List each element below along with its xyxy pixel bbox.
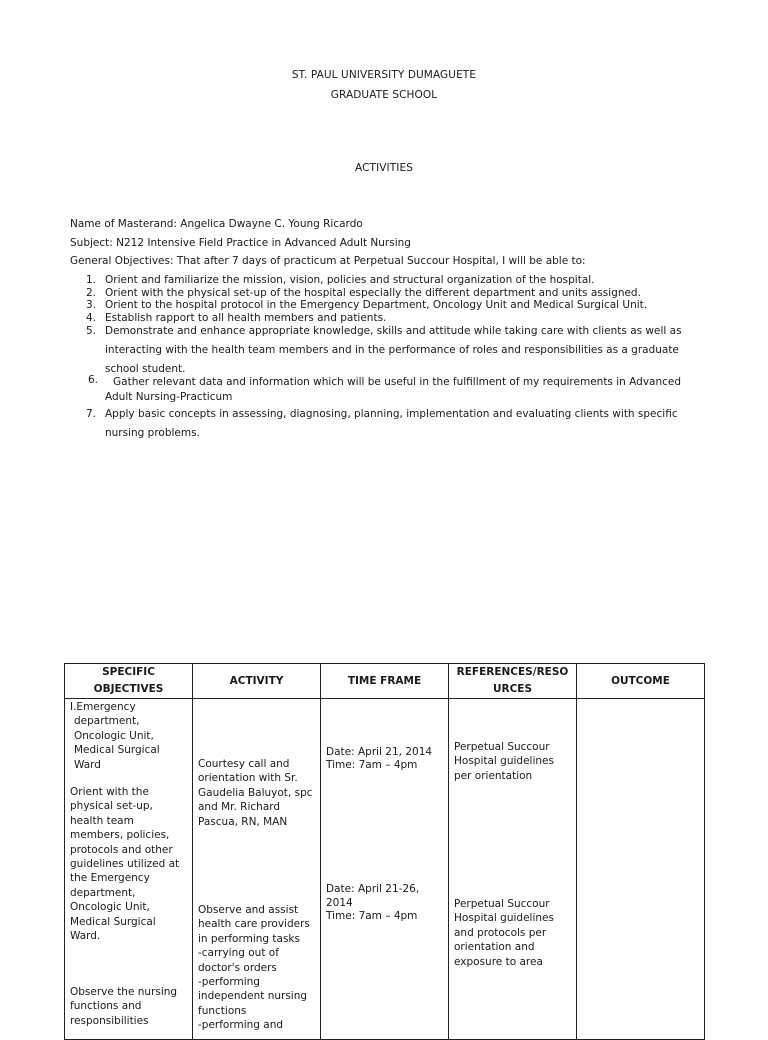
header-specific-objectives <box>65 664 193 699</box>
cell-line: Oncologic Unit, <box>74 729 154 742</box>
cell-line: Observe the nursing <box>70 986 178 998</box>
cell-line: Orient with the <box>70 786 149 798</box>
table-row <box>65 699 705 1040</box>
cell-line: Time: 7am – 4pm <box>326 910 418 922</box>
cell-line: Time: 7am – 4pm <box>326 759 418 771</box>
activity-block-observe <box>198 903 315 1033</box>
header-line: SPECIFIC <box>102 666 155 678</box>
cell-line: -carrying out of <box>198 947 279 960</box>
cell-line: responsibilities <box>70 1014 149 1027</box>
cell-line: in performing tasks <box>198 932 300 945</box>
cell-line: orientation and <box>454 941 535 954</box>
list-text: Orient and familiarize the mission, vision, policies and structural organization of the hospital. <box>105 274 595 286</box>
cell-line: the Emergency <box>70 872 150 885</box>
cell-line: per orientation <box>454 769 533 782</box>
cell-line: Hospital guidelines <box>454 912 554 925</box>
cell-line: functions <box>198 1004 247 1017</box>
list-text: Orient with the physical set-up of the hospital especially the different department and units assigned. <box>105 286 641 299</box>
cell-line: Hospital guidelines <box>454 755 554 768</box>
cell-line: health care providers <box>198 918 310 931</box>
cell-line: -performing and <box>198 1019 284 1032</box>
cell-references <box>449 699 577 1040</box>
list-item <box>70 374 700 404</box>
time-block-2 <box>326 883 443 924</box>
cell-line: Date: April 21, 2014 <box>326 746 433 758</box>
cell-line: Ward <box>74 758 101 771</box>
objectives-block-observe <box>70 985 187 1028</box>
list-text-line: Apply basic concepts in assessing, diagnosing, planning, implementation and evaluating clients with specific <box>105 408 678 421</box>
list-number: 4. <box>86 311 97 324</box>
cell-line: Oncologic Unit, <box>70 901 150 914</box>
objectives-block-orient <box>70 785 187 943</box>
header-line: OBJECTIVES <box>93 683 164 695</box>
list-number: 2. <box>86 286 97 299</box>
cell-line: and protocols per <box>454 926 547 939</box>
list-item <box>70 274 700 287</box>
cell-line: members, policies, <box>70 829 170 842</box>
header-line: URCES <box>492 683 533 695</box>
objectives-block-units <box>70 700 187 772</box>
subject-line: Subject: N212 Intensive Field Practice in Advanced Adult Nursing <box>70 237 411 249</box>
header-references <box>449 664 577 699</box>
header-outcome: OUTCOME <box>577 664 705 699</box>
page-title: ACTIVITIES <box>355 162 413 174</box>
cell-line: health team <box>70 814 134 827</box>
cell-line: Courtesy call and <box>198 758 290 770</box>
cell-line: exposure to area <box>454 955 543 968</box>
list-text-line: nursing problems. <box>105 427 200 440</box>
list-number: 6. <box>88 374 99 387</box>
list-number: 3. <box>86 299 97 311</box>
cell-line: department, <box>70 886 136 899</box>
cell-line: I.Emergency <box>70 701 136 713</box>
list-text: Establish rapport to all health members and patients. <box>105 311 387 324</box>
time-block-1 <box>326 746 443 772</box>
list-text-line: interacting with the health team members and in the performance of roles and responsibilities as a graduate <box>105 343 679 356</box>
cell-specific-objectives <box>65 699 193 1040</box>
cell-line: independent nursing <box>198 990 308 1003</box>
cell-line: Gaudelia Baluyot, spc <box>198 786 313 799</box>
list-text-line: school student. <box>105 362 186 375</box>
list-text-line: Demonstrate and enhance appropriate knowledge, skills and attitude while taking care with clients as well as <box>105 325 682 337</box>
list-number: 5. <box>86 325 97 337</box>
cell-line: and Mr. Richard <box>198 801 281 814</box>
header-line: REFERENCES/RESO <box>456 666 569 678</box>
list-text: Orient to the hospital protocol in the Emergency Department, Oncology Unit and Medical Surgical Unit. <box>105 299 648 311</box>
header-activity: ACTIVITY <box>193 664 321 699</box>
list-item <box>70 287 700 300</box>
list-item <box>70 299 700 312</box>
list-item <box>70 322 700 378</box>
cell-activity <box>193 699 321 1040</box>
activities-table <box>64 663 705 1040</box>
cell-line: Medical Surgical <box>70 915 156 928</box>
cell-outcome <box>577 699 705 1040</box>
university-name: ST. PAUL UNIVERSITY DUMAGUETE <box>291 69 477 81</box>
cell-line: guidelines utilized at <box>70 858 180 871</box>
objectives-list <box>70 274 700 443</box>
cell-time-frame <box>321 699 449 1040</box>
cell-line: -performing <box>198 976 260 989</box>
cell-line: Perpetual Succour <box>454 741 550 753</box>
cell-line: Observe and assist <box>198 904 299 916</box>
table-header-row <box>65 664 705 699</box>
cell-line: doctor's orders <box>198 961 277 974</box>
activity-block-courtesy <box>198 757 315 829</box>
list-number: 1. <box>86 274 97 286</box>
cell-line: 2014 <box>326 896 353 909</box>
cell-line: Ward. <box>70 930 101 943</box>
references-block-2 <box>454 897 571 969</box>
header-time-frame: TIME FRAME <box>321 664 449 699</box>
list-text-line: Adult Nursing-Practicum <box>105 391 233 404</box>
cell-line: department, <box>74 715 140 728</box>
list-text-line: Gather relevant data and information which will be useful in the fulfillment of my requirements in Advanced <box>113 376 682 389</box>
school-name: GRADUATE SCHOOL <box>330 89 438 101</box>
masterand-name: Name of Masterand: Angelica Dwayne C. Young Ricardo <box>70 218 363 230</box>
cell-line: Pascua, RN, MAN <box>198 815 288 828</box>
cell-line: functions and <box>70 1000 142 1013</box>
general-objectives-line: General Objectives: That after 7 days of practicum at Perpetual Succour Hospital, I will be able to: <box>70 255 586 267</box>
cell-line: orientation with Sr. <box>198 772 298 785</box>
cell-line: Medical Surgical <box>74 744 160 757</box>
cell-line: protocols and other <box>70 843 173 856</box>
cell-line: Date: April 21-26, <box>326 883 420 895</box>
list-number: 7. <box>86 408 97 421</box>
cell-line: Perpetual Succour <box>454 898 550 910</box>
list-item <box>70 405 700 443</box>
references-block-1 <box>454 740 571 783</box>
cell-line: physical set-up, <box>70 800 153 813</box>
